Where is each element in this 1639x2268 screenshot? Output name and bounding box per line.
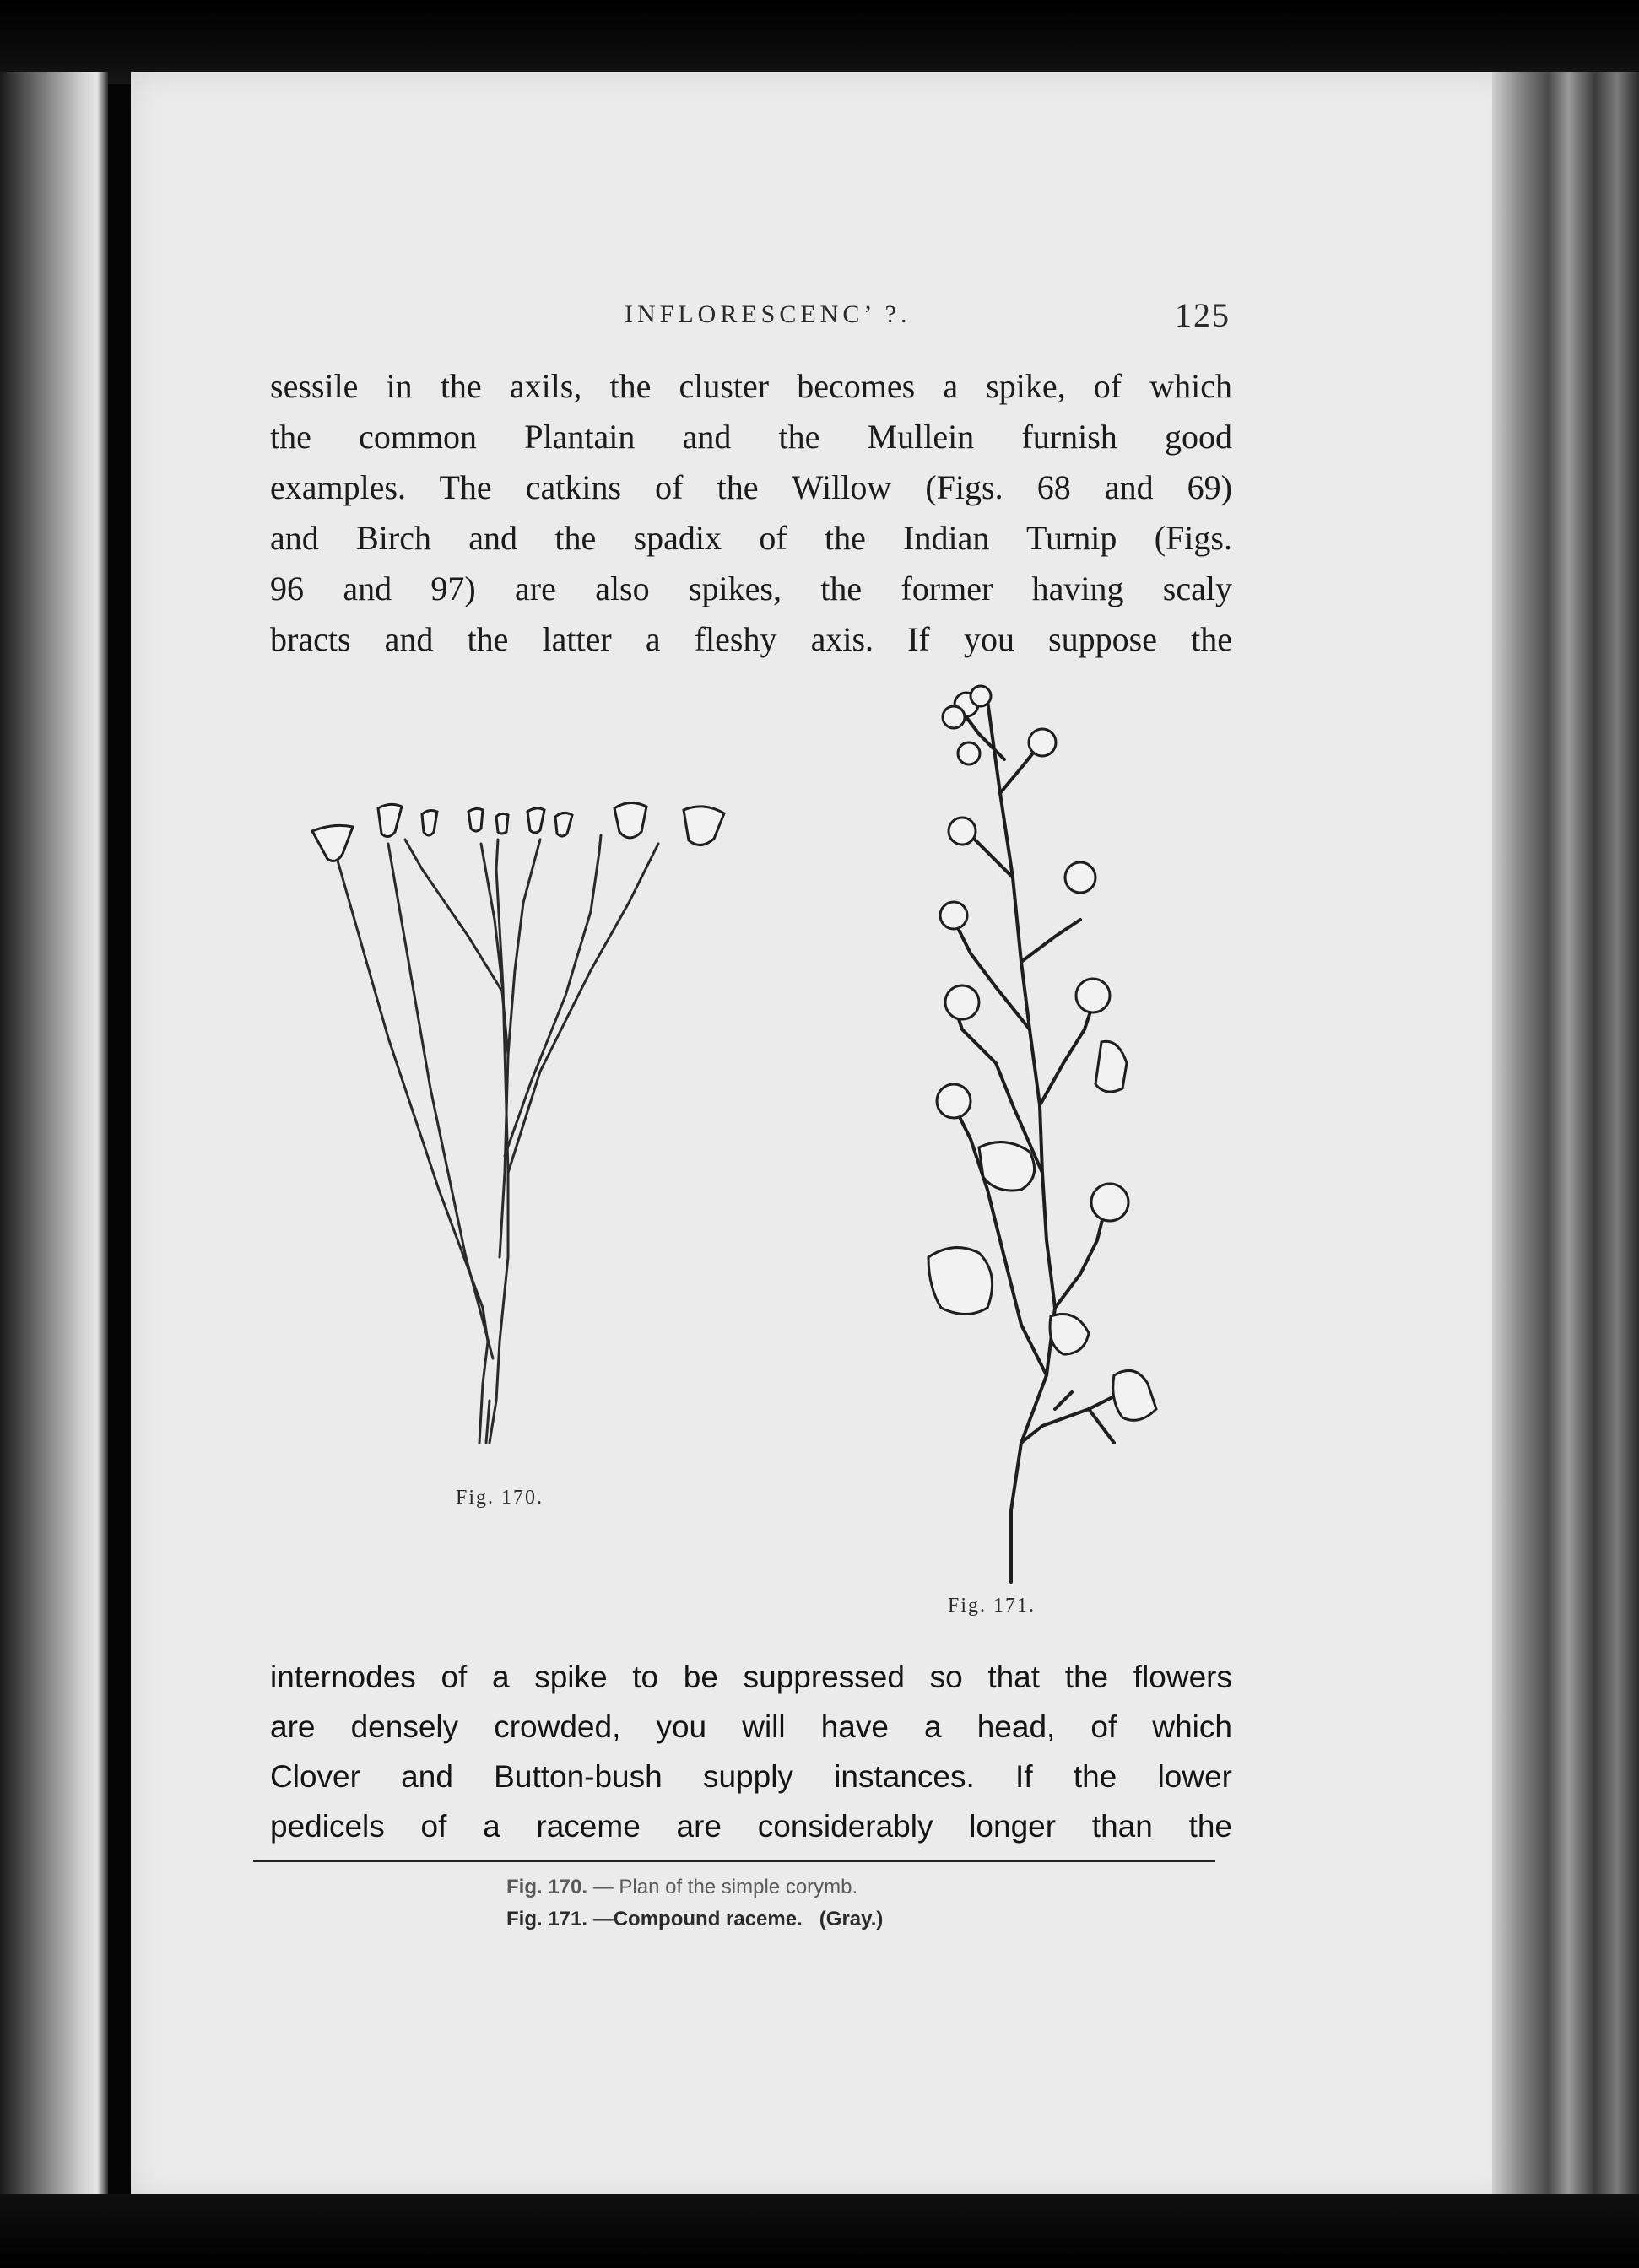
scan-bottom-shadow	[0, 2194, 1639, 2268]
left-page-edge	[0, 72, 108, 2198]
book-gutter	[1492, 72, 1639, 2202]
text-line: internodes of a spike to be suppressed so that the flowers	[270, 1660, 1232, 1694]
text-line: pedicels of a raceme are considerably longer than the	[270, 1809, 1232, 1844]
body-paragraph-2	[270, 1652, 1232, 1851]
caption-fig-171-number: Fig. 171.	[506, 1908, 588, 1930]
text-line: and Birch and the spadix of the Indian Turnip (Figs.	[270, 519, 1232, 557]
figures-illustration	[287, 667, 1232, 1620]
header-title: INFLORESCENC’ ?.	[625, 300, 911, 328]
text-line: examples. The catkins of the Willow (Figs. 68 and 69)	[270, 468, 1232, 506]
running-header	[270, 295, 1231, 338]
figure-captions	[506, 1871, 1097, 1936]
caption-fig-170	[506, 1871, 1097, 1904]
text-line: Clover and Button-bush supply instances. If the lower	[270, 1759, 1232, 1794]
caption-fig-170-number: Fig. 170.	[506, 1876, 588, 1898]
footnote-rule	[253, 1860, 1215, 1862]
corymb-illustration	[338, 835, 658, 1443]
caption-fig-171-text: —Compound raceme.	[592, 1908, 803, 1930]
caption-fig-171	[506, 1904, 1097, 1936]
text-line: sessile in the axils, the cluster becomes a spike, of which	[270, 367, 1232, 405]
caption-fig-170-text: — Plan of the simple corymb.	[592, 1876, 858, 1898]
figure-170-label: Fig. 170.	[456, 1487, 544, 1509]
text-line: 96 and 97) are also spikes, the former having scaly	[270, 570, 1232, 608]
corymb-flower-heads	[312, 802, 724, 861]
figure-171-label: Fig. 171.	[948, 1595, 1036, 1617]
text-line: the common Plantain and the Mullein furnish good	[270, 418, 1232, 456]
body-paragraph-1	[270, 361, 1232, 665]
raceme-illustration	[954, 700, 1139, 1582]
raceme-flowers	[928, 686, 1156, 1420]
text-line: bracts and the latter a fleshy axis. If you suppose the	[270, 620, 1232, 658]
text-line: are densely crowded, you will have a head, of which	[270, 1709, 1232, 1744]
caption-fig-171-source: (Gray.)	[819, 1908, 884, 1930]
page-number: 125	[1175, 296, 1231, 334]
